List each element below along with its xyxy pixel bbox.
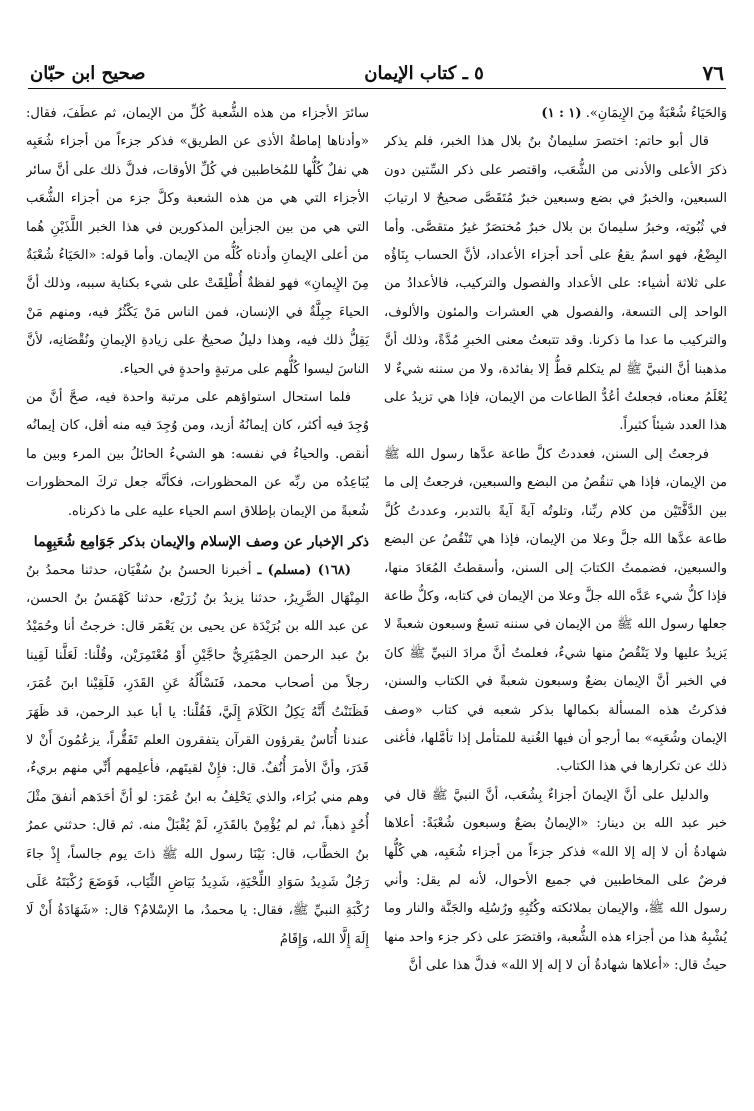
chapter-title: ٥ ـ كتاب الإيمان [364,62,484,84]
running-header [30,58,724,88]
left-column [26,100,369,1100]
page-number: ٧٦ [702,61,724,85]
hadith-number: (١٦٨) (مسلم) ـ [257,562,351,578]
right-column [384,100,727,1100]
reference-number: (١ : ١) [541,106,582,121]
paragraph: فلما استحال استواؤهم على مرتبة واحدة فيه، صحَّ أنَّ من وُجِدَ فيه أكثر، كان إيمانُهُ أزيد، ومن وُجِدَ فيه منه أقل، كان إيمانُه أنقص. والحياءُ في نفسه: هو الشيءُ الحائلُ بين المرء وبين ما يُبَاعِدُه من ربِّه عن المحظورات، فكأنَّه جعل تركَ المحظورات شُعبةً من الإيمان بإطلاق اسم الحياء عليه على ما ذكرناه. [26,390,369,519]
paragraph: سائرَ الأجزاء من هذه الشُّعبة كُلِّ من الإيمان، ثم عطَفَ، فقال: «وأدناها إماطةُ الأذى عن الطريق» فذكر جزءاً من أجزاء شُعَبِه هي نفلٌ كُلُّها للمُخاطبين في كُلِّ الأوقات، فدلَّ ذلك على أنَّ سائر الأجزاء التي هي من هذه الشعبة وكلَّ جزء من أجزاء الشُّعَب التي هي من بين الجزأين المذكورين في هذا الخبر اللَّذَيْنِ هُما من أعلى الإيمانِ وأدناه كُلُّه من الإيمان. وأما قوله: «الحَيَاءُ شُعْبَةٌ مِنَ الإِيمانِ» فهو لفظةٌ أُطْلِقَتْ على شيء بكناية سببه، وذلك أنَّ الحياءَ جِبِلَّةٌ في الإنسان، فمن الناس مَنْ يَكْثُرُ فيه، ومنهم مَنْ يَقِلُّ ذلك فيه، وهذا دليلٌ صحيحٌ على زيادةِ الإيمانِ ونُقْصَانِه، لأنَّ الناسَ ليسوا كُلُّهم على مرتبةٍ واحدةٍ في الحياء. [26,106,369,377]
hadith-text: أخبرنا الحسنُ بنُ سُفْيَان، حدثنا محمدُ بنُ المِنْهَال الضَّرِيرُ، حدثنا يزيدُ بنُ زُرَيْع، حدثنا كَهْمَسُ بنُ الحسن، عن عبد الله بن بُرَيْدَة عن يحيى بن يَعْمَر قال: خرجتُ أنا وحُمَيْدُ بنُ عبد الرحمن الحِمْيَرِيُّ حاجَّيْنِ أَوْ مُعْتَمِرَيْن، وقُلْنا: لَعَلَّنا لَقِينا رجلاً من أصحاب محمد، فَنَسْأَلُهُ عَنِ القَدَرِ، فَلَقِيْنا ابنَ عُمَرَ، فَظَنَنْتُ أَنَّهُ يَكِلُ الكَلَامَ إِلَيَّ، فَقُلْنا: يا أبا عبد الرحمن، قد ظَهَرَ عندنا أُنَاسٌ يقرؤون القرآن يتفقرون العلم تَفَقُّراً، يزعُمُونَ أَنْ لا قَدَرَ، وأنَّ الأمرَ أُنُفٌ. قال: فإِنْ لقيتَهم، فأعلِمهم أَنِّي منهم بريءٌ، وهم مني بُرَاء، والذي يَحْلِفُ به ابنُ عُمَرَ: لو أنَّ أحَدَهم أنفقَ مثْلَ أُحُدٍ ذهباً، ثم لم يُؤْمِنْ بالقَدَرِ، لَمْ يُقْبَلْ منه. ثم قال: حدثني عمرُ بنُ الخطَّاب، قال: بَيْنَا رسول الله ﷺ ذاتَ يوم جالساً، إِذْ جاءَ رَجُلٌ شَدِيدُ سَوَادِ اللِّحْيَةِ، شَدِيدُ بَيَاضِ الثِّيَاب، فَوَضَعَ رُكْبَتَهُ عَلَى رُكْبَةِ النبيِّ ﷺ، فقال: يا محمدُ، ما الإسْلامُ؟ قال: «شَهَادَةُ أَنْ لَا إِلَهَ إِلَّا الله، وَإِقَامُ [26,562,369,947]
paragraph: فرجعتُ إلى السنن، فعددتُ كلَّ طاعة عدَّها رسول الله ﷺ من الإيمان، فإذا هي تنقُصُ من البضع والسبعين، فرجعتُ إلى ما بين الدَّفَّتَيْن من كلام ربِّنا، وتلوتُه آيةً آيةً بالتدبر، وعددتُ كُلَّ طاعة عدَّها الله جلَّ وعلا من الإيمان، فإذا هي تَنْقُصُ عن البضع والسبعين، فضممتُ الكتابَ إلى السنن، وأسقطتُ المُعَادَ منها، فإذا كلُّ شيء عَدَّه الله جلَّ وعلا من الإيمان في كتابه، وكلُّ طاعة جعلها رسول الله ﷺ من الإيمان في سننه تسعٌ وسبعون شعبةً لا يَزيدُ عليها ولا يَنْقُصُ منها شيءٌ، فعلمتُ أنَّ مرادَ النبيِّ ﷺ كانَ في الخبر أنَّ الإيمان بضعٌ وسبعون شعبةً في الكتاب والسنن، فذكرتُ هذه المسألة بكمالها بذكر شعبه في كتاب «وصف الإيمان وشُعَبِه» بما أرجو أن فيها الغُنية للمتأمل إذا تأمَّلها، فأغنى ذلك عن تكرارها في هذا الكتاب. [384,446,727,775]
paragraph: قال أبو حاتم: اختصرَ سليمانُ بنُ بلال هذا الخبر، فلم يذكر ذكرَ الأعلى والأدنى من الشُّعَب، واقتصر على ذكر السِّتين دون السبعين، والخبرُ في بضع وسبعين خبرٌ مُتَقَصَّى صحيحٌ لا ارتيابَ في ثُبُوتِه، وخبرُ سليمانَ بن بلال خبرٌ مُختصَرٌ غيرُ متقصَّى. وأما البِضْعُ، فهو اسمٌ يقعُ على أحد أجزاء الأعداد، لأنَّ الحساب بِنَاؤُه على ثلاثة أشياء: على الأعداد والفصول والتركيب، فالأعدادُ من الواحد إلى التسعة، والفصول هي العشرات والمئون والألوف، والتركيب ما عدا ما ذكرنا. وقد تتبعتُ معنى الخبرِ مُدَّةً، وذلك أنَّ مذهبنا أنَّ النبيَّ ﷺ لم يتكلم قطُّ إلا بفائدة، ولا من سننه شيءٌ لا يُعْلَمُ معناه، فجعلتُ أعُدُّ الطاعات من الإيمان، فإذا هي تزيدُ على هذا العدد شيئاً كثيراً. [384,134,727,434]
paragraph: والدليل على أنَّ الإيمانَ أجزاءٌ بِشُعَب، أنَّ النبيَّ ﷺ قال في خبر عبد الله بن دينار: «الإيمانُ بضعٌ وسبعون شُعْبَةً: أعلاها شهادةُ أن لا إله إلا الله» فذكر جزءاً من أجزاء شُعَبِه، هي كُلُّها فرضٌ على المخاطبين في جميع الأحوال، لأنه لم يقل: وأني رسول الله ﷺ، والإيمان بملائكته وكُتُبِهِ ورُسُلِه والجَنَّة والنار وما يُشْبِهُ هذا من أجزاء هذه الشُّعبة، واقتصَرَ على ذكر جزء واحد منها حيثُ قال: «أعلاها شهادةُ أن لا إله إلا الله» فدلَّ هذا على أنَّ [384,787,727,974]
paragraph [384,100,727,128]
hadith-paragraph [26,557,369,955]
section-heading: ذكر الإخبار عن وصف الإسلام والإيمان بذكر جَوَامِع شُعَبِهِما [33,534,369,551]
header-rule [28,88,726,89]
book-title: صحيح ابن حبّان [30,62,146,84]
hadith-ending: وَالحَيَاءُ شُعْبَةٌ مِنَ الإِيمَانِ». [585,106,727,121]
